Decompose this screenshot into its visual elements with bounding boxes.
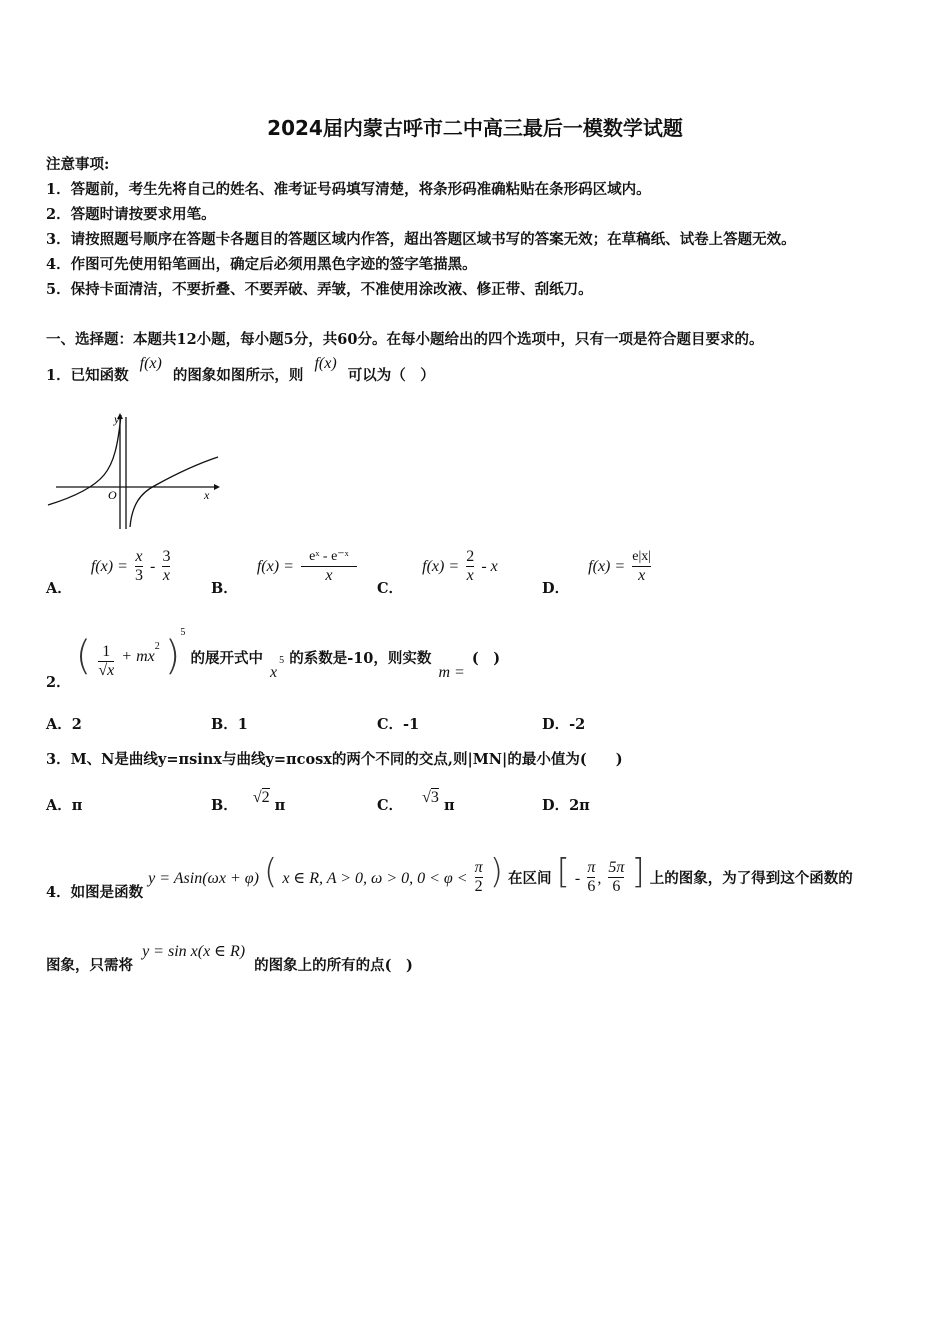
q1-option-d: D． f(x) = $\frac{e|x|}{x}$ <box>542 549 652 597</box>
q1-graph <box>44 405 224 533</box>
q3-stem: 3．M、N是曲线y=πsinx与曲线y=πcosx的两个不同的交点,则|MN|的最小值为( ) <box>46 751 623 768</box>
q3-option-c: C． √3 π <box>377 789 455 814</box>
note-item-4: 4．作图可先使用铅笔画出，确定后必须用黑色字迹的签字笔描黑。 <box>46 256 477 273</box>
q2-option-b: B．1 <box>211 716 248 733</box>
note-item-3: 3．请按照题号顺序在答题卡各题目的答题区域内作答，超出答题区域书写的答案无效；在草稿纸、试卷上答题无效。 <box>46 231 796 248</box>
q1-stem: 1．已知函数 f(x) 的图象如图所示，则 f(x) 可以为（ ） <box>46 355 435 384</box>
origin-label: O <box>108 488 117 502</box>
y-axis-label: y <box>114 412 120 426</box>
note-item-1: 1．答题前，考生先将自己的姓名、准考证号码填写清楚，将条形码准确粘贴在条形码区域内。 <box>46 181 651 198</box>
q3-option-a: A．π <box>46 797 83 814</box>
q1-option-b: B． f(x) = $\frac{\text{eˣ - e⁻ˣ}}{x}$ <box>211 548 359 585</box>
q1-option-c: C． f(x) = $\frac{2}{x}$ - x <box>377 548 498 597</box>
x-axis-label: x <box>204 488 210 502</box>
q3-option-b: B． √2 π <box>211 789 286 814</box>
q4-stem: 4．如图是函数 y = Asin(ωx + φ) ( x ∈ R, A > 0, ω > 0, 0 < φ < $\frac{\pi}{2}$ ) 在区间 [ - $\frac{\pi}{6}$ , $\frac{5\pi}{6}$ ] 上的图象，为了得到这个函数的 <box>46 852 853 901</box>
q4-stem-line2: 图象，只需将 y = sin x(x ∈ R) 的图象上的所有的点( ) <box>46 943 413 974</box>
q2-option-c: C．-1 <box>377 716 420 733</box>
x-axis-arrow <box>214 484 220 490</box>
q2-option-d: D．-2 <box>542 716 586 733</box>
notes-heading: 注意事项: <box>46 156 110 173</box>
section-heading: 一、选择题：本题共12小题，每小题5分，共60分。在每小题给出的四个选项中，只有一项是符合题目要求的。 <box>46 331 764 348</box>
q2-stem: 2． ( $\frac{1}{√x}$ + $mx^2$ )$^5$ 的展开式中 $x^5$ 的系数是-10，则实数 m = ( ) <box>46 627 501 691</box>
note-item-2: 2．答题时请按要求用笔。 <box>46 206 216 223</box>
q1-option-a: A． f(x) = $\frac{x}{3}$ - $\frac{3}{x}$ <box>46 548 171 597</box>
q3-option-d: D．2π <box>542 797 590 814</box>
q2-option-a: A．2 <box>46 716 82 733</box>
page-title: 2024届内蒙古呼市二中高三最后一模数学试题 <box>267 116 683 140</box>
note-item-5: 5．保持卡面清洁，不要折叠、不要弄破、弄皱，不准使用涂改液、修正带、刮纸刀。 <box>46 281 593 298</box>
